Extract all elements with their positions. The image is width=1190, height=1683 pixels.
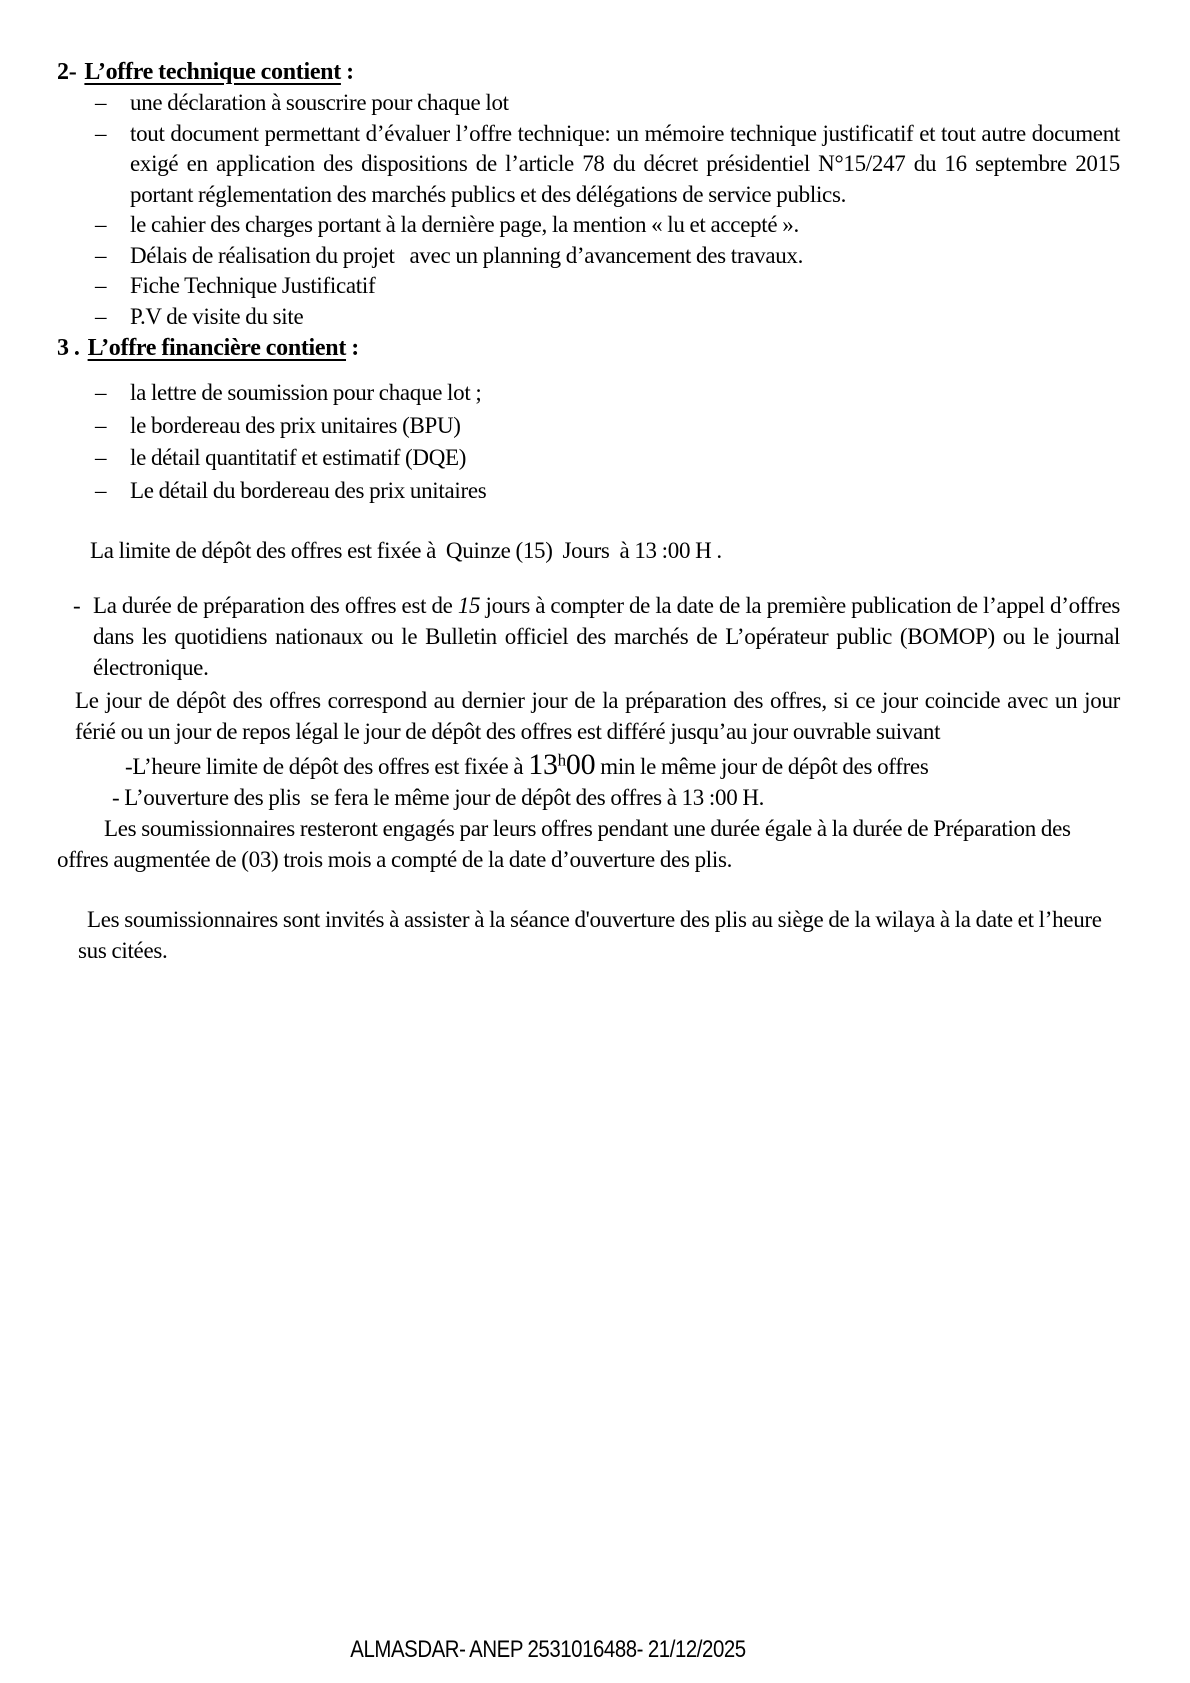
dash-bullet: –	[95, 477, 107, 503]
list-item-text: Délais de réalisation du projet avec un planning d’avancement des travaux.	[130, 242, 804, 268]
dash-bullet: –	[95, 380, 107, 405]
hour-limit-before: -L’heure limite de dépôt des offres est fixée à	[125, 754, 529, 779]
plis-opening-line: - L’ouverture des plis se fera le même jour de dépôt des offres à 13 :00 H.	[112, 785, 765, 810]
list-item	[57, 88, 1120, 119]
dash-bullet: –	[95, 212, 107, 237]
list-item-text: le cahier des charges portant à la dernière page, la mention « lu et accepté ».	[130, 212, 799, 237]
anep-footer: ALMASDAR- ANEP 2531016488- 21/12/2025	[350, 1636, 746, 1663]
list-item-text: Fiche Technique Justificatif	[130, 273, 376, 298]
dash-bullet: –	[95, 90, 107, 115]
section-number: 3 .	[57, 335, 80, 361]
dash-bullet: –	[95, 412, 107, 438]
minutes-value: 00	[565, 748, 596, 781]
duration-text-after: jours à compter de la date de la première publication de l’appel d’offres dans les quotidiens nationaux ou le Bulletin officiel des marchés de L’opérateur public (BOMOP) ou le journal électronique.	[93, 593, 1121, 680]
list-item-text: tout document permettant d’évaluer l’offre technique: un mémoire technique justificatif et tout autre document exigé en application des dispositions de l’article 78 du décret présidentiel N°15/247 du 16 septembre 2015 portant réglementation des marchés publics et des délégations de service publics.	[130, 120, 1120, 207]
dash-bullet: –	[95, 303, 107, 329]
deposit-day-paragraph: Le jour de dépôt des offres correspond au dernier jour de la préparation des offres, si ce jour coincide avec un jour férié ou un jour de repos légal le jour de dépôt des offres est différé jusqu’au jour ouvrable suivant	[75, 688, 1120, 744]
list-item	[57, 443, 1120, 474]
hour-limit-line	[125, 749, 1120, 782]
section-financiere-heading	[57, 332, 1120, 364]
section-colon: :	[346, 335, 359, 361]
hour-value: 13	[528, 748, 558, 781]
list-item	[57, 476, 1120, 507]
section-title: L’offre technique contient	[84, 59, 341, 85]
invitation-paragraph: Les soumissionnaires sont invités à assister à la séance d'ouverture des plis au siège de la wilaya à la date et l’heure sus citées.	[78, 907, 1102, 963]
hour-limit-after: min le même jour de dépôt des offres	[595, 754, 929, 779]
duration-days-italic: 15	[457, 593, 481, 618]
dash-bullet: –	[95, 242, 107, 268]
section-technique-heading	[57, 56, 1120, 88]
section-colon: :	[340, 59, 354, 85]
hour-superscript-h: h	[557, 750, 566, 770]
list-item	[57, 411, 1120, 442]
list-item	[57, 241, 1120, 272]
preparation-duration-paragraph	[73, 590, 1121, 683]
financiere-items-list	[57, 378, 1120, 506]
list-item-text: P.V de visite du site	[130, 303, 304, 329]
list-item	[57, 378, 1120, 409]
list-item-text: le bordereau des prix unitaires (BPU)	[130, 412, 461, 438]
dash-bullet: –	[95, 120, 107, 146]
list-item-text: Le détail du bordereau des prix unitaires	[130, 477, 487, 503]
hyphen-bullet: -	[73, 593, 81, 618]
list-item	[57, 210, 1120, 241]
duration-text-before: La durée de préparation des offres est de	[93, 593, 458, 618]
list-item	[57, 119, 1120, 211]
section-number: 2-	[57, 59, 77, 85]
deposit-limit-paragraph: La limite de dépôt des offres est fixée à Quinze (15) Jours à 13 :00 H .	[90, 538, 722, 563]
list-item-text: une déclaration à souscrire pour chaque lot	[130, 90, 509, 115]
list-item-text: le détail quantitatif et estimatif (DQE)	[130, 445, 467, 470]
engagement-paragraph: Les soumissionnaires resteront engagés par leurs offres pendant une durée égale à la durée de Préparation des offres augmentée de (03) trois mois a compté de la date d’ouverture des plis.	[57, 816, 1071, 872]
list-item	[57, 271, 1120, 302]
section-title: L’offre financière contient	[87, 335, 347, 361]
list-item-text: la lettre de soumission pour chaque lot ;	[130, 380, 482, 405]
technique-items-list	[57, 88, 1120, 332]
dash-bullet: –	[95, 273, 107, 298]
dash-bullet: –	[95, 445, 107, 470]
list-item	[57, 302, 1120, 333]
